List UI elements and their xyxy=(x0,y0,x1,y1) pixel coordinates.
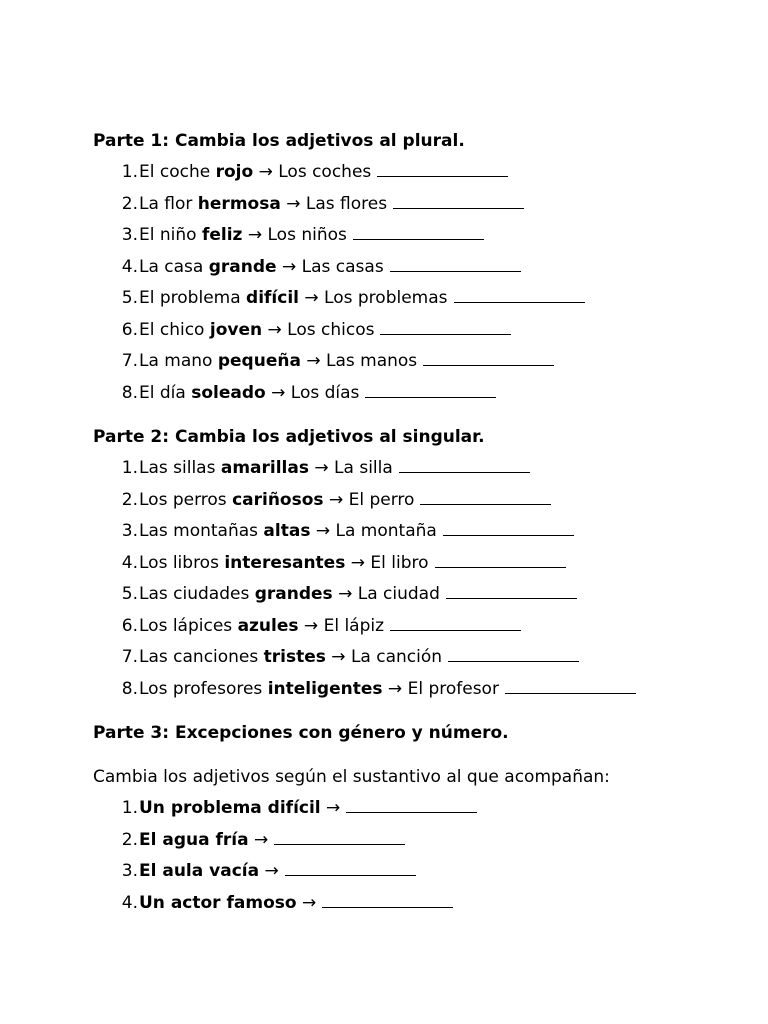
item-number: 4 . xyxy=(93,888,138,920)
item-target: Las flores xyxy=(305,193,388,214)
parte1-item xyxy=(93,315,753,347)
parte1-item xyxy=(93,157,753,189)
item-number: 6 . xyxy=(93,611,138,643)
arrow-icon: → xyxy=(281,256,297,277)
parte1-list xyxy=(93,157,753,409)
item-noun: La flor xyxy=(139,193,198,214)
item-phrase: El aula vacía xyxy=(139,861,260,881)
item-target: La montaña xyxy=(335,521,437,541)
item-noun: Las canciones xyxy=(139,647,264,667)
item-noun: El chico xyxy=(139,319,210,340)
arrow-icon: → xyxy=(267,319,282,340)
item-number: 4 . xyxy=(93,548,138,580)
item-number: 7 . xyxy=(93,346,138,378)
arrow-icon: → xyxy=(247,225,263,245)
parte3-list xyxy=(93,793,753,919)
item-target: Los niños xyxy=(267,225,347,245)
parte1-item xyxy=(93,346,753,378)
item-adjective: rojo xyxy=(215,162,254,182)
item-phrase: Un problema difícil xyxy=(139,798,321,818)
parte2-item xyxy=(93,642,753,674)
parte2-item xyxy=(93,579,753,611)
worksheet xyxy=(93,126,753,919)
item-number: 3 . xyxy=(93,220,138,252)
parte1-item xyxy=(93,252,753,284)
arrow-icon: → xyxy=(350,552,365,573)
item-target: Los problemas xyxy=(324,288,448,308)
item-number: 4 . xyxy=(93,252,138,284)
item-target: Los días xyxy=(290,382,360,403)
parte1-item xyxy=(93,189,753,221)
parte1-item xyxy=(93,220,753,252)
parte3-title: Parte 3: Excepciones con género y número. xyxy=(93,723,509,743)
parte2-item xyxy=(93,674,753,706)
arrow-icon: → xyxy=(306,351,321,371)
item-phrase: El agua fría xyxy=(139,829,249,850)
item-target: La canción xyxy=(350,647,443,667)
item-adjective: cariñosos xyxy=(232,489,324,510)
item-adjective: inteligentes xyxy=(267,678,383,699)
answer-blank[interactable] xyxy=(423,350,554,366)
item-noun: La casa xyxy=(139,256,209,277)
item-noun: Los lápices xyxy=(139,615,238,636)
parte3-instruction: Cambia los adjetivos según el sustantivo al que acompañan: xyxy=(93,767,610,787)
answer-blank[interactable] xyxy=(448,646,579,662)
answer-blank[interactable] xyxy=(390,615,521,631)
item-number: 1 . xyxy=(93,793,138,825)
parte2-item xyxy=(93,516,753,548)
parte3-item xyxy=(93,888,753,920)
arrow-icon: → xyxy=(331,647,346,667)
item-number: 3 . xyxy=(93,856,138,888)
item-adjective: amarillas xyxy=(220,458,309,478)
item-target: El perro xyxy=(348,489,415,510)
item-noun: Los perros xyxy=(139,489,233,510)
arrow-icon: → xyxy=(303,615,319,636)
parte2-item xyxy=(93,453,753,485)
arrow-icon: → xyxy=(387,678,403,699)
answer-blank[interactable] xyxy=(390,256,521,272)
item-number: 8 . xyxy=(93,378,138,410)
answer-blank[interactable] xyxy=(454,287,585,303)
item-number: 2 . xyxy=(93,485,138,517)
item-number: 5 . xyxy=(93,579,138,611)
item-target: El lápiz xyxy=(323,615,385,636)
arrow-icon: → xyxy=(253,829,269,850)
answer-blank[interactable] xyxy=(274,829,405,845)
item-adjective: interesantes xyxy=(224,552,346,573)
item-noun: Los profesores xyxy=(139,678,268,699)
parte2-item xyxy=(93,485,753,517)
item-number: 1 . xyxy=(93,157,138,189)
answer-blank[interactable] xyxy=(446,583,577,599)
answer-blank[interactable] xyxy=(380,319,511,335)
item-adjective: feliz xyxy=(201,225,243,245)
arrow-icon: → xyxy=(304,288,319,308)
answer-blank[interactable] xyxy=(377,161,508,177)
item-number: 8 . xyxy=(93,674,138,706)
parte1-title: Parte 1: Cambia los adjetivos al plural. xyxy=(93,131,465,151)
item-number: 1 . xyxy=(93,453,138,485)
item-adjective: altas xyxy=(263,521,311,541)
parte1-item xyxy=(93,283,753,315)
item-adjective: grandes xyxy=(254,584,333,604)
item-adjective: hermosa xyxy=(197,193,281,214)
item-target: Las manos xyxy=(326,351,418,371)
answer-blank[interactable] xyxy=(420,489,551,505)
item-target: El libro xyxy=(370,552,429,573)
parte2-title: Parte 2: Cambia los adjetivos al singular. xyxy=(93,427,485,447)
parte3-item xyxy=(93,825,753,857)
answer-blank[interactable] xyxy=(365,382,496,398)
item-target: La silla xyxy=(334,458,393,478)
item-target: Los coches xyxy=(278,162,372,182)
item-noun: El día xyxy=(139,382,192,403)
arrow-icon: → xyxy=(338,584,353,604)
item-adjective: pequeña xyxy=(217,351,301,371)
item-phrase: Un actor famoso xyxy=(139,892,297,913)
answer-blank[interactable] xyxy=(353,224,484,240)
item-adjective: difícil xyxy=(246,288,299,308)
item-adjective: soleado xyxy=(191,382,266,403)
arrow-icon: → xyxy=(326,798,341,818)
parte2-list xyxy=(93,453,753,705)
answer-blank[interactable] xyxy=(399,457,530,473)
arrow-icon: → xyxy=(258,162,273,182)
answer-blank[interactable] xyxy=(285,860,416,876)
item-target: El profesor xyxy=(407,678,499,699)
item-noun: El problema xyxy=(139,288,247,308)
answer-blank[interactable] xyxy=(393,193,524,209)
arrow-icon: → xyxy=(314,458,329,478)
item-adjective: tristes xyxy=(263,647,326,667)
answer-blank[interactable] xyxy=(346,797,477,813)
answer-blank[interactable] xyxy=(322,892,453,908)
arrow-icon: → xyxy=(301,892,317,913)
parte1-item xyxy=(93,378,753,410)
item-target: La ciudad xyxy=(357,584,440,604)
item-number: 5 . xyxy=(93,283,138,315)
arrow-icon: → xyxy=(328,489,344,510)
parte3-item xyxy=(93,856,753,888)
arrow-icon: → xyxy=(271,382,286,403)
item-noun: Las montañas xyxy=(139,521,264,541)
item-adjective: azules xyxy=(237,615,299,636)
item-number: 2 . xyxy=(93,189,138,221)
item-number: 7 . xyxy=(93,642,138,674)
item-noun: Las sillas xyxy=(139,458,221,478)
item-target: Los chicos xyxy=(287,319,375,340)
item-noun: La mano xyxy=(139,351,218,371)
item-target: Las casas xyxy=(301,256,384,277)
answer-blank[interactable] xyxy=(505,678,636,694)
item-number: 3 . xyxy=(93,516,138,548)
answer-blank[interactable] xyxy=(435,552,566,568)
arrow-icon: → xyxy=(264,861,279,881)
item-noun: El coche xyxy=(139,162,216,182)
answer-blank[interactable] xyxy=(443,520,574,536)
item-number: 6 . xyxy=(93,315,138,347)
item-adjective: grande xyxy=(208,256,277,277)
arrow-icon: → xyxy=(315,521,331,541)
parte2-item xyxy=(93,611,753,643)
item-number: 2 . xyxy=(93,825,138,857)
parte3-item xyxy=(93,793,753,825)
item-adjective: joven xyxy=(209,319,263,340)
item-noun: Los libros xyxy=(139,552,225,573)
item-noun: Las ciudades xyxy=(139,584,255,604)
item-noun: El niño xyxy=(139,225,202,245)
parte2-item xyxy=(93,548,753,580)
arrow-icon: → xyxy=(286,193,301,214)
